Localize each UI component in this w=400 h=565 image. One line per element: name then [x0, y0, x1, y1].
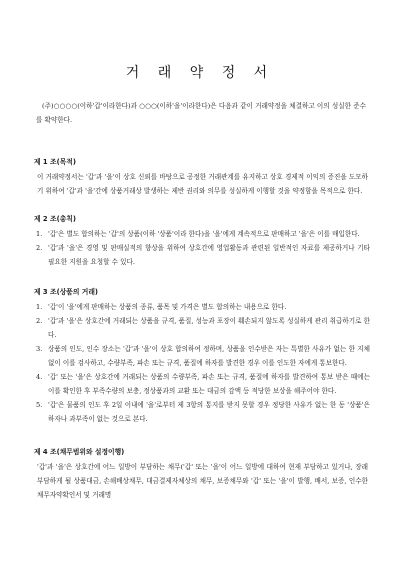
item-text: 상품의 인도, 인수 장소는 '갑'과 '을'이 상호 합의하여 정하며, 상품을 인수받은 자는 특별한 사유가 없는 한 지체없이 이를 검사하고, 수량부족, 파손 또는 규격, 품질에 하자를 발견한 경우 이를 인도한 자에게 통보한다.: [48, 345, 370, 367]
item-number: 1.: [36, 230, 43, 238]
article-heading: 제 3 조(상품의 거래): [34, 288, 99, 296]
item-number: 1.: [36, 303, 43, 311]
article-body: '갑'과 '을'은 상호간에 어느 일방이 부담하는 채무('갑' 또는 '을'이 어느 일방에 대하여 현재 부담하고 있거나, 장래 부담하게 될 상품대금, 손해배상채무, 대금결제자체상의 채무, 보증채무와 '갑' 또는 '을'이 발행, 배서, 보증, 인수한 채무자약확인서 및 거래명: [37, 463, 368, 499]
document-title: 거 래 약 정 서: [125, 65, 275, 81]
article-heading: 제 2 조(총칙): [34, 215, 76, 223]
item-text: '갑'과 '을'은 경영 및 판매실적의 향상을 위하여 상호간에 영업활동과 관련된 일반적인 자료를 제공하거나 기타 필요한 지원을 요청할 수 있다.: [48, 244, 370, 266]
intro-paragraph: (주)○○○○(이하'갑'이라한다)과 ○○○(이하'을'이라한다)은 다음과 같이 거래약정을 체결하고 이의 성실한 준수를 확약한다.: [36, 102, 366, 124]
item-number: 4.: [36, 373, 43, 381]
list-item: [34, 314, 370, 342]
article-heading: 제 1 조(목적): [34, 158, 76, 166]
list-item: [34, 241, 370, 269]
item-number: 5.: [36, 401, 43, 409]
item-text: '갑' 또는 '을'은 상호간에 거래되는 상품의 수량부족, 파손 또는 규격, 품질에 하자를 발견하여 통보 받은 때에는 이를 확인한 후 부족수량의 보충, 정상품과의 교환 또는 대금의 감액 등 적당한 보상을 해주어야 한다.: [48, 373, 370, 395]
item-text: '갑'이 '을'에게 판매하는 상품의 종류, 품목 및 가격은 별도 합의하는 내용으로 한다.: [48, 303, 287, 311]
item-text: '갑'은 별도 합의하는 '갑'의 상품(이하 '상품'이라 한다)을 '을'에게 계속적으로 판매하고 '을'은 이를 매입한다.: [48, 230, 360, 238]
list-item: [34, 300, 370, 314]
article-body: 이 거래약정서는 '갑'과 '을'이 상호 신뢰를 바탕으로 공정한 거래관계를 유지하고 상호 경제적 이익의 증진을 도모하기 위하여 '갑'과 '을'간에 상품거래상 발생하는 제반 권리와 의무를 성실하게 이행할 것을 약정함을 목적으로 한다.: [37, 173, 368, 195]
item-text: '갑'과 '을'은 상호간에 거래되는 상품을 규격, 품질, 성능과 포장이 훼손되지 않도록 성실하게 관리 취급하기로 한다.: [48, 317, 370, 339]
list-item: [34, 398, 370, 426]
item-text: '갑'은 물품의 인도 후 2일 이내에 '을'로부터 제 3항의 통지를 받지 못할 경우 정당한 사유가 없는 한 동 '상품'은 하자나 과부족이 없는 것으로 본다.: [48, 401, 370, 423]
article-2: [34, 213, 370, 269]
list-item: [34, 342, 370, 370]
item-number: 2.: [36, 244, 43, 252]
article-1: [34, 156, 370, 198]
list-item: [34, 370, 370, 398]
article-heading: 제 4 조(채무범위와 설정이행): [34, 448, 125, 456]
article-4: [34, 446, 370, 502]
item-number: 2.: [36, 317, 43, 325]
item-number: 3.: [36, 345, 43, 353]
list-item: [34, 227, 370, 241]
article-3: [34, 286, 370, 426]
